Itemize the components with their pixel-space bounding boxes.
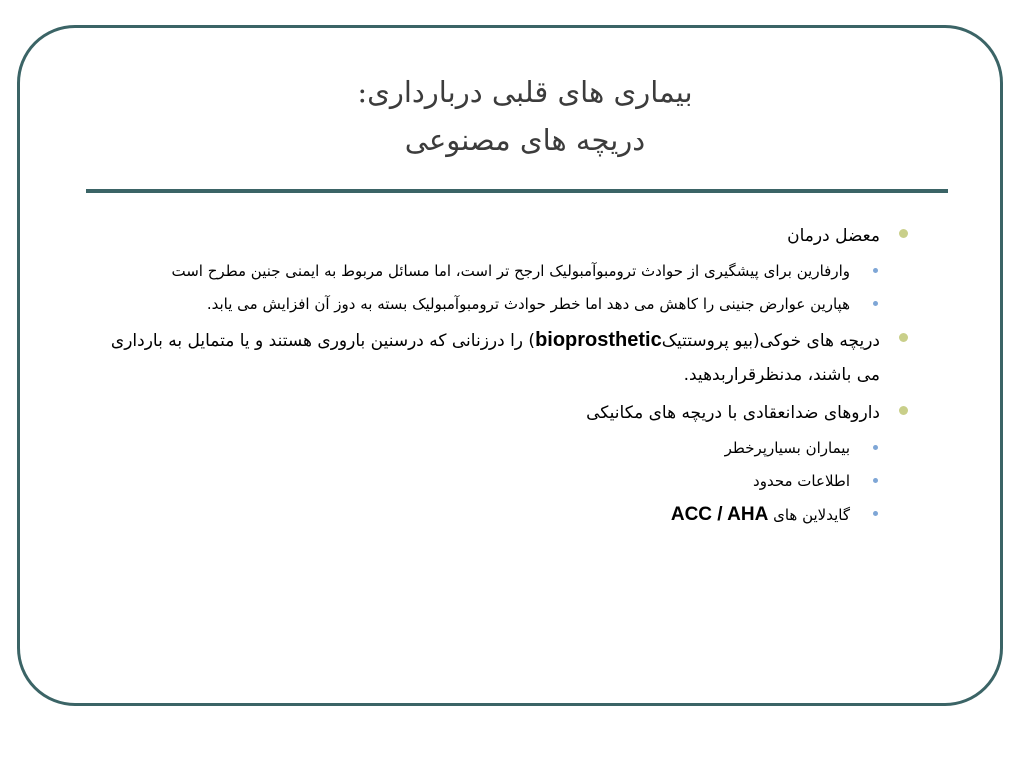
sub-bullet-text: گایدلاین های [773, 506, 850, 524]
sub-bullet-text: وارفارین برای پیشگیری از حوادث ترومبوآمبولیک ارجح تر است، اما مسائل مربوط به ایمنی جنین مطرح است [171, 262, 850, 280]
sub-bullet-text: هپارین عوارض جنینی را کاهش می دهد اما خطر حوادث ترومبوآمبولیک بسته به دوز آن افزایش می یابد. [206, 295, 850, 313]
bullet-list [100, 219, 910, 530]
bullet-dot-icon [899, 229, 908, 238]
bullet-text-pre: دریچه های خوکی(بیو پروستتیک [661, 331, 880, 351]
slide-content [100, 219, 910, 534]
sub-list [100, 434, 880, 530]
title-line-2: دریچه های مصنوعی [404, 123, 646, 157]
slide-title [200, 68, 850, 164]
list-item [100, 257, 880, 286]
sub-bullet-text: اطلاعات محدود [753, 472, 850, 490]
bullet-text: معضل درمان [787, 226, 880, 246]
title-divider [86, 189, 948, 193]
bullet-dot-icon [899, 406, 908, 415]
list-item [100, 323, 910, 392]
bullet-dot-icon [899, 333, 908, 342]
sub-list [100, 257, 880, 319]
list-item [100, 434, 880, 463]
list-item [100, 500, 880, 530]
sub-bullet-text-latin: ACC / AHA [670, 504, 769, 525]
list-item [100, 396, 910, 430]
bullet-text: داروهای ضدانعقادی با دریچه های مکانیکی [586, 403, 880, 423]
sub-bullet-dot-icon [873, 301, 878, 306]
sub-bullet-dot-icon [873, 511, 878, 516]
sub-bullet-dot-icon [873, 478, 878, 483]
sub-bullet-dot-icon [873, 445, 878, 450]
bullet-text-post: ) را درزنانی که درسنین باروری هستند و یا متمایل به بارداری می باشند، مدنظرقراربدهید. [110, 331, 880, 385]
bullet-text-latin: bioprosthetic [535, 329, 662, 351]
title-line-1: بیماری های قلبی دربارداری: [357, 75, 693, 109]
list-item [100, 219, 910, 253]
list-item [100, 290, 880, 319]
sub-bullet-text: بیماران بسیارپرخطر [724, 439, 850, 457]
list-item [100, 467, 880, 496]
sub-bullet-dot-icon [873, 268, 878, 273]
